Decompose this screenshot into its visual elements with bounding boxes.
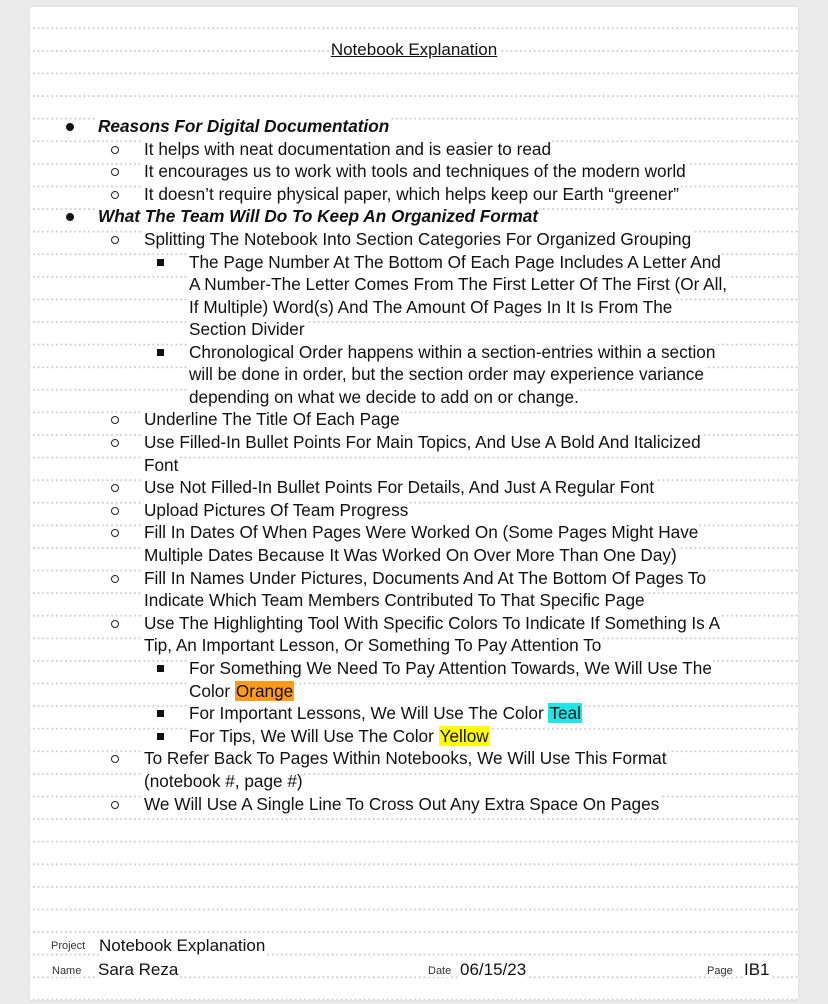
bullet-main-topic: What The Team Will Do To Keep An Organized Format bbox=[30, 205, 539, 228]
hollow-bullet-icon bbox=[111, 191, 119, 199]
name-label: Name bbox=[52, 965, 82, 977]
square-bullet-icon bbox=[157, 710, 164, 717]
text-continuation: A Number-The Letter Comes From The First Letter Of The First (Or All, bbox=[189, 274, 728, 294]
text-continuation: Color Orange bbox=[189, 681, 294, 701]
bullet-detail: It helps with neat documentation and is easier to read bbox=[30, 138, 552, 161]
page-date: 06/15/23 bbox=[460, 960, 527, 979]
filled-bullet-icon bbox=[66, 213, 74, 221]
hollow-bullet-icon bbox=[111, 801, 119, 809]
hollow-bullet-icon bbox=[111, 236, 119, 244]
bullet-subdetail: The Page Number At The Bottom Of Each Page Includes A Letter And bbox=[30, 251, 722, 274]
text-continuation: If Multiple) Word(s) And The Amount Of Pages In It Is From The bbox=[189, 297, 673, 317]
hollow-bullet-icon bbox=[111, 439, 119, 447]
text-continuation: (notebook #, page #) bbox=[144, 771, 303, 791]
bullet-detail: It doesn’t require physical paper, which helps keep our Earth “greener” bbox=[30, 183, 680, 206]
date-label: Date bbox=[428, 965, 452, 977]
hollow-bullet-icon bbox=[111, 507, 119, 515]
hollow-bullet-icon bbox=[111, 146, 119, 154]
bullet-detail: To Refer Back To Pages Within Notebooks, We Will Use This Format bbox=[30, 747, 668, 770]
bullet-detail: We Will Use A Single Line To Cross Out Any Extra Space On Pages bbox=[30, 793, 660, 816]
text-continuation: Indicate Which Team Members Contributed To That Specific Page bbox=[144, 590, 645, 610]
bullet-subdetail: Chronological Order happens within a section-entries within a section bbox=[30, 341, 716, 364]
highlight-yellow: Yellow bbox=[439, 726, 489, 746]
hollow-bullet-icon bbox=[111, 168, 119, 176]
text-continuation: Tip, An Important Lesson, Or Something To Pay Attention To bbox=[144, 635, 602, 655]
bullet-detail: Upload Pictures Of Team Progress bbox=[30, 499, 409, 522]
hollow-bullet-icon bbox=[111, 575, 119, 583]
highlight-orange: Orange bbox=[235, 681, 294, 701]
bullet-detail: Underline The Title Of Each Page bbox=[30, 408, 401, 431]
hollow-bullet-icon bbox=[111, 620, 119, 628]
bullet-detail: It encourages us to work with tools and techniques of the modern world bbox=[30, 160, 687, 183]
highlight-teal: Teal bbox=[549, 703, 581, 723]
page-title: Notebook Explanation bbox=[330, 40, 498, 59]
project-name: Notebook Explanation bbox=[99, 936, 266, 955]
text-continuation: Section Divider bbox=[189, 319, 305, 339]
notebook-page bbox=[30, 7, 798, 1000]
square-bullet-icon bbox=[157, 259, 164, 266]
bullet-subdetail: For Important Lessons, We Will Use The Color Teal bbox=[30, 702, 582, 725]
bullet-detail: Use The Highlighting Tool With Specific Colors To Indicate If Something Is A bbox=[30, 612, 721, 635]
bullet-detail: Fill In Dates Of When Pages Were Worked On (Some Pages Might Have bbox=[30, 521, 699, 544]
bullet-detail: Splitting The Notebook Into Section Categories For Organized Grouping bbox=[30, 228, 692, 251]
page-number: IB1 bbox=[744, 960, 770, 979]
project-label: Project bbox=[51, 940, 86, 952]
square-bullet-icon bbox=[157, 665, 164, 672]
bullet-detail: Use Not Filled-In Bullet Points For Details, And Just A Regular Font bbox=[30, 476, 655, 499]
text-continuation: will be done in order, but the section order may experience variance bbox=[189, 364, 704, 384]
bullet-detail: Fill In Names Under Pictures, Documents And At The Bottom Of Pages To bbox=[30, 567, 707, 590]
filled-bullet-icon bbox=[66, 123, 74, 131]
text-continuation: Font bbox=[144, 455, 179, 475]
hollow-bullet-icon bbox=[111, 416, 119, 424]
hollow-bullet-icon bbox=[111, 529, 119, 537]
hollow-bullet-icon bbox=[111, 755, 119, 763]
square-bullet-icon bbox=[157, 733, 164, 740]
text-continuation: Multiple Dates Because It Was Worked On Over More Than One Day) bbox=[144, 545, 677, 565]
hollow-bullet-icon bbox=[111, 484, 119, 492]
square-bullet-icon bbox=[157, 349, 164, 356]
author-name: Sara Reza bbox=[98, 960, 179, 979]
bullet-main-topic: Reasons For Digital Documentation bbox=[30, 115, 390, 138]
bullet-subdetail: For Tips, We Will Use The Color Yellow bbox=[30, 725, 490, 748]
page-number-label: Page bbox=[707, 965, 733, 977]
bullet-detail: Use Filled-In Bullet Points For Main Topics, And Use A Bold And Italicized bbox=[30, 431, 702, 454]
text-continuation: depending on what we decide to add on or change. bbox=[189, 387, 579, 407]
bullet-subdetail: For Something We Need To Pay Attention Towards, We Will Use The bbox=[30, 657, 713, 680]
